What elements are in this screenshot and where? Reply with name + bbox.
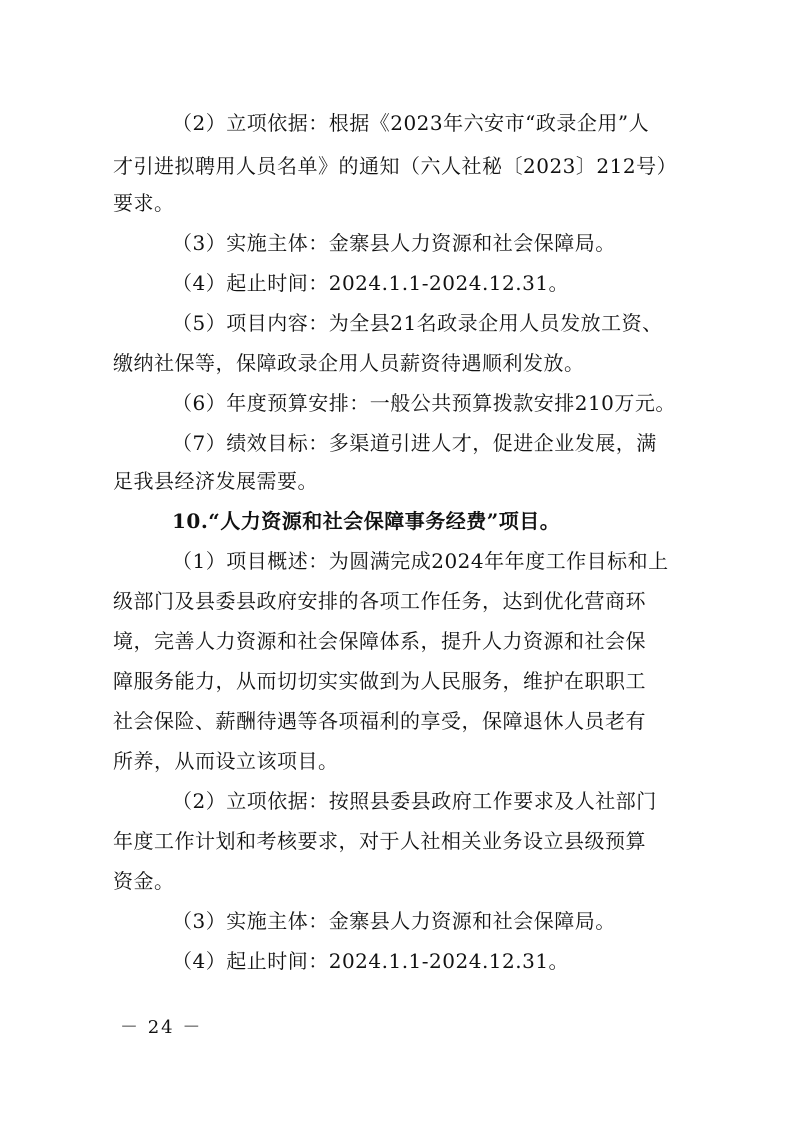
text-line: 足我县经济发展需要。: [113, 469, 318, 493]
text-line: （3）实施主体：金寨县人力资源和社会保障局。: [172, 231, 616, 255]
text-line: 所养，从而设立该项目。: [113, 749, 339, 773]
section-heading: 10.“人力资源和社会保障事务经费”项目。: [172, 509, 561, 533]
text-line: （1）项目概述：为圆满完成2024年年度工作目标和上: [172, 549, 669, 573]
text-line: （2）立项依据：根据《2023年六安市“政录企用”人: [172, 111, 650, 135]
text-line: （4）起止时间：2024.1.1-2024.12.31。: [172, 949, 570, 973]
text-line: （6）年度预算安排：一般公共预算拨款安排210万元。: [172, 391, 676, 415]
text-line: （4）起止时间：2024.1.1-2024.12.31。: [172, 271, 570, 295]
text-line: 资金。: [113, 869, 175, 893]
text-line: （2）立项依据：按照县委县政府工作要求及人社部门: [172, 789, 657, 813]
page-number: － 24 －: [120, 1017, 203, 1038]
text-line: 缴纳社保等，保障政录企用人员薪资待遇顺利发放。: [113, 351, 585, 375]
text-line: 要求。: [113, 191, 175, 215]
text-line: （7）绩效目标：多渠道引进人才，促进企业发展，满: [172, 431, 657, 455]
text-line: （3）实施主体：金寨县人力资源和社会保障局。: [172, 909, 616, 933]
text-line: 境，完善人力资源和社会保障体系，提升人力资源和社会保: [113, 629, 646, 653]
text-line: （5）项目内容：为全县21名政录企用人员发放工资、: [172, 311, 663, 335]
text-line: 才引进拟聘用人员名单》的通知（六人社秘〔2023〕212号）: [113, 154, 678, 178]
text-line: 级部门及县委县政府安排的各项工作任务，达到优化营商环: [113, 589, 646, 613]
text-line: 年度工作计划和考核要求，对于人社相关业务设立县级预算: [113, 829, 646, 853]
text-line: 社会保险、薪酬待遇等各项福利的享受，保障退休人员老有: [113, 709, 646, 733]
text-line: 障服务能力，从而切切实实做到为人民服务，维护在职职工: [113, 669, 646, 693]
